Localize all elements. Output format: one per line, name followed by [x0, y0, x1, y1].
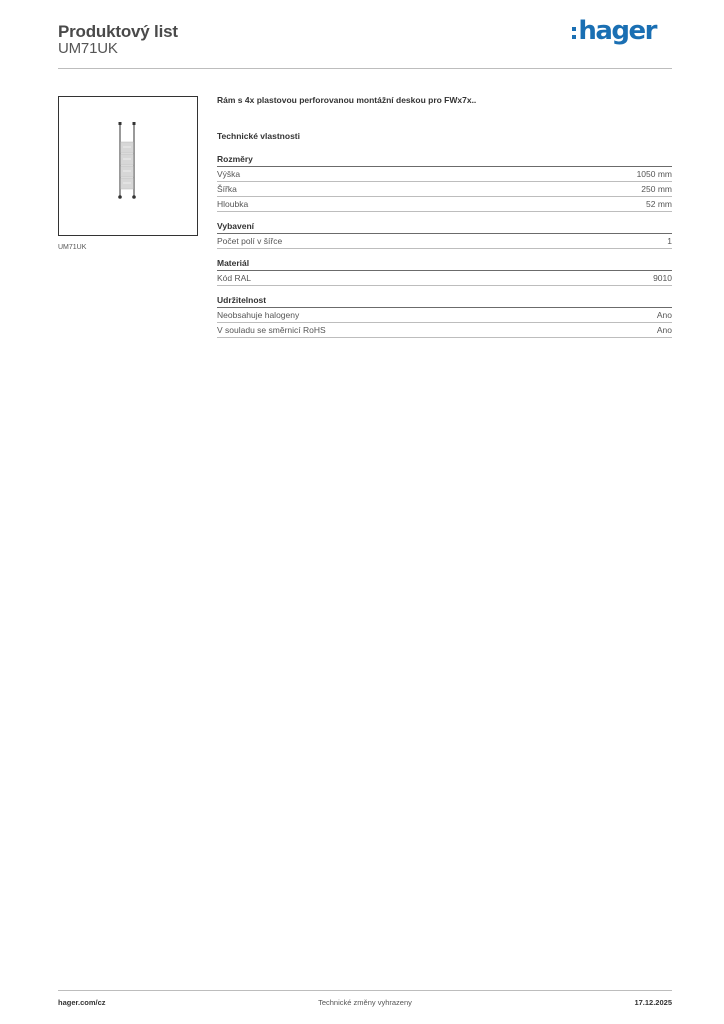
spec-label: Výška [217, 169, 241, 179]
section-title: Materiál [217, 258, 672, 271]
spec-value: 250 mm [641, 184, 672, 194]
spec-label: Šířka [217, 184, 237, 194]
spec-label: Počet polí v šířce [217, 236, 283, 246]
spec-value: Ano [656, 310, 672, 320]
spec-section-dimensions [217, 154, 672, 212]
spec-row [217, 234, 672, 249]
mounting-frame-icon [59, 97, 197, 235]
spec-label: Kód RAL [217, 273, 252, 283]
spec-row [217, 197, 672, 212]
technical-properties-heading: Technické vlastnosti [217, 131, 300, 141]
page-header [58, 16, 672, 68]
spec-value: Ano [656, 325, 672, 335]
spec-section-sustainability [217, 295, 672, 338]
spec-label: Hloubka [217, 199, 249, 209]
footer-website-link[interactable]: hager.com/cz [58, 998, 106, 1007]
logo-text: hager [578, 16, 656, 46]
spec-row [217, 308, 672, 323]
footer-date: 17.12.2025 [634, 998, 672, 1007]
section-title: Rozměry [217, 154, 672, 167]
spec-row [217, 271, 672, 286]
page-title: Produktový list [58, 22, 178, 41]
spec-value: 9010 [653, 273, 672, 283]
spec-value: 52 mm [646, 199, 672, 209]
spec-label: V souladu se směrnicí RoHS [217, 325, 326, 335]
spec-label: Neobsahuje halogeny [217, 310, 300, 320]
spec-value: 1 [667, 236, 672, 246]
section-title: Udržitelnost [217, 295, 672, 308]
spec-row [217, 182, 672, 197]
image-caption: UM71UK [58, 244, 87, 251]
page-footer [58, 998, 672, 1010]
spec-row [217, 167, 672, 182]
footer-divider [58, 990, 672, 991]
product-image-frame [58, 96, 198, 236]
spec-section-material [217, 258, 672, 286]
header-divider [58, 68, 672, 69]
hager-logo [572, 18, 656, 44]
section-title: Vybavení [217, 221, 672, 234]
spec-row [217, 323, 672, 338]
product-details [217, 95, 672, 338]
logo-mark-icon [572, 27, 576, 39]
product-description: Rám s 4x plastovou perforovanou montážní deskou pro FWx7x.. [217, 95, 477, 105]
footer-notice: Technické změny vyhrazeny [318, 998, 412, 1007]
spec-section-equipment [217, 221, 672, 249]
product-code: UM71UK [58, 40, 118, 57]
spec-value: 1050 mm [636, 169, 672, 179]
